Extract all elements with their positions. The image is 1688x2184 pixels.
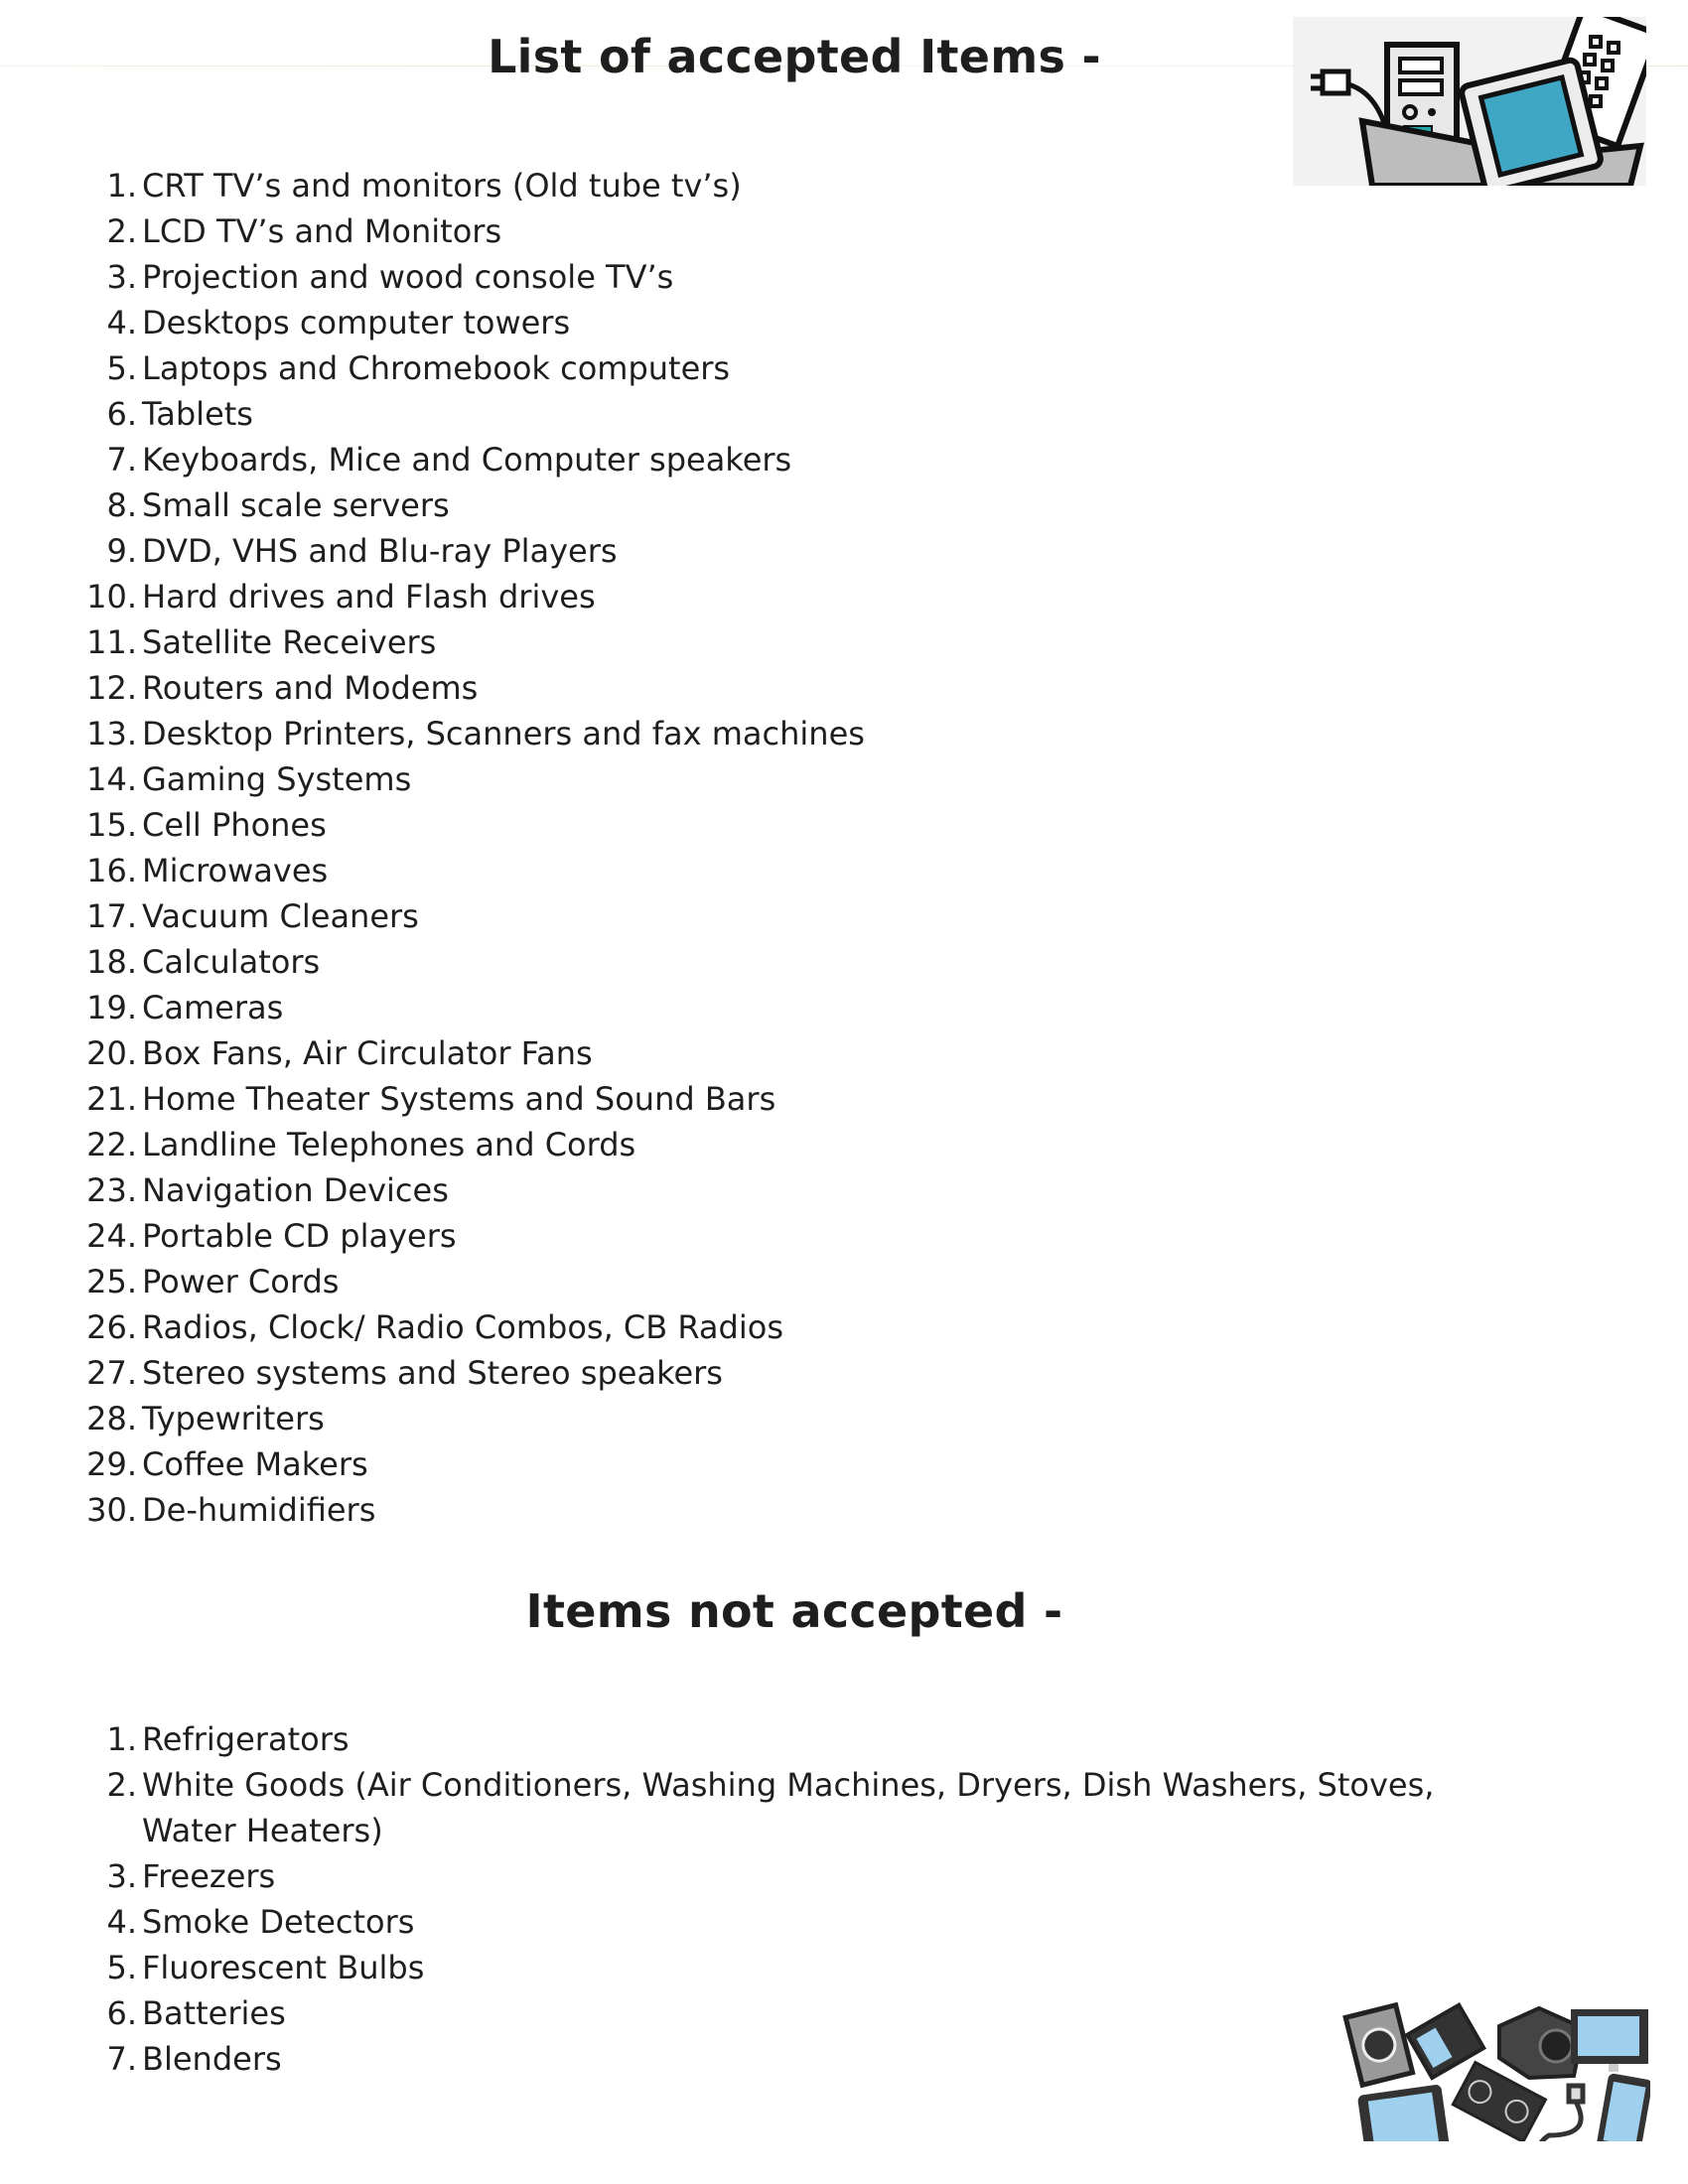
item-number: 2. bbox=[106, 1766, 137, 1804]
item-text: Batteries bbox=[142, 1994, 286, 2032]
list-item bbox=[0, 1441, 1463, 1487]
item-text: Laptops and Chromebook computers bbox=[142, 349, 731, 387]
item-number: 5. bbox=[106, 349, 137, 387]
list-item bbox=[0, 985, 1463, 1030]
tablet-icon bbox=[1357, 2084, 1452, 2141]
item-number: 30. bbox=[86, 1491, 137, 1529]
item-text: Portable CD players bbox=[142, 1217, 457, 1255]
item-number: 4. bbox=[106, 1903, 137, 1941]
item-text: Freezers bbox=[142, 1857, 276, 1895]
item-number: 26. bbox=[86, 1308, 137, 1346]
item-text: Typewriters bbox=[142, 1400, 325, 1437]
item-text: Hard drives and Flash drives bbox=[142, 578, 596, 615]
list-item bbox=[0, 2036, 1463, 2082]
list-item bbox=[0, 345, 1463, 391]
item-text: Home Theater Systems and Sound Bars bbox=[142, 1080, 776, 1118]
list-item bbox=[0, 254, 1463, 300]
item-text: Blenders bbox=[142, 2040, 282, 2078]
item-number: 7. bbox=[106, 2040, 137, 2078]
list-item bbox=[0, 1122, 1463, 1167]
item-number: 13. bbox=[86, 715, 137, 752]
power-cord-icon bbox=[1539, 2086, 1583, 2141]
list-item bbox=[0, 208, 1463, 254]
item-number: 15. bbox=[86, 806, 137, 844]
item-number: 20. bbox=[86, 1034, 137, 1072]
phone-icon bbox=[1596, 2073, 1650, 2141]
list-item bbox=[0, 756, 1463, 802]
list-item bbox=[0, 711, 1463, 756]
list-item bbox=[0, 1213, 1463, 1259]
item-number: 21. bbox=[86, 1080, 137, 1118]
list-item bbox=[0, 1396, 1463, 1441]
camera-icon bbox=[1345, 2005, 1412, 2086]
list-item bbox=[0, 1350, 1463, 1396]
list-item bbox=[0, 1716, 1463, 1762]
item-number: 12. bbox=[86, 669, 137, 707]
item-number: 18. bbox=[86, 943, 137, 981]
not-accepted-items-heading: Items not accepted - bbox=[525, 1584, 1063, 1638]
item-text: Satellite Receivers bbox=[142, 623, 437, 661]
list-item bbox=[0, 1945, 1463, 1990]
item-number: 29. bbox=[86, 1445, 137, 1483]
item-number: 1. bbox=[106, 1720, 137, 1758]
item-text: Calculators bbox=[142, 943, 321, 981]
item-number: 28. bbox=[86, 1400, 137, 1437]
item-number: 14. bbox=[86, 760, 137, 798]
list-item bbox=[0, 665, 1463, 711]
item-number: 8. bbox=[106, 486, 137, 524]
list-item bbox=[0, 163, 1463, 208]
list-item bbox=[0, 802, 1463, 848]
item-number: 27. bbox=[86, 1354, 137, 1392]
list-item bbox=[0, 893, 1463, 939]
list-item bbox=[0, 848, 1463, 893]
item-text: Projection and wood console TV’s bbox=[142, 258, 674, 296]
item-text: Coffee Makers bbox=[142, 1445, 368, 1483]
accepted-items-heading: List of accepted Items - bbox=[488, 30, 1101, 83]
item-number: 5. bbox=[106, 1949, 137, 1986]
list-item bbox=[0, 1167, 1463, 1213]
item-number: 23. bbox=[86, 1171, 137, 1209]
item-text: Cameras bbox=[142, 989, 284, 1026]
item-text: Desktops computer towers bbox=[142, 304, 571, 341]
item-text: Cell Phones bbox=[142, 806, 327, 844]
monitor-icon bbox=[1571, 2009, 1648, 2072]
list-item bbox=[0, 391, 1463, 437]
item-number: 2. bbox=[106, 212, 137, 250]
item-number: 6. bbox=[106, 1994, 137, 2032]
item-text: Vacuum Cleaners bbox=[142, 897, 419, 935]
list-item bbox=[0, 1990, 1463, 2036]
item-text: Smoke Detectors bbox=[142, 1903, 415, 1941]
item-text: DVD, VHS and Blu-ray Players bbox=[142, 532, 618, 570]
item-number: 22. bbox=[86, 1126, 137, 1163]
list-item bbox=[0, 1762, 1463, 1853]
item-number: 3. bbox=[106, 258, 137, 296]
list-item bbox=[0, 300, 1463, 345]
accepted-items-list bbox=[0, 163, 1463, 1533]
item-number: 24. bbox=[86, 1217, 137, 1255]
item-text: De-humidifiers bbox=[142, 1491, 376, 1529]
item-text: Landline Telephones and Cords bbox=[142, 1126, 636, 1163]
item-text: Tablets bbox=[142, 395, 253, 433]
item-number: 25. bbox=[86, 1263, 137, 1300]
list-item bbox=[0, 619, 1463, 665]
list-item bbox=[0, 528, 1463, 574]
not-accepted-items-list bbox=[0, 1716, 1463, 2082]
item-number: 1. bbox=[106, 167, 137, 205]
e-waste-bin-illustration bbox=[1293, 17, 1646, 186]
item-text: Routers and Modems bbox=[142, 669, 479, 707]
item-text: Keyboards, Mice and Computer speakers bbox=[142, 441, 792, 478]
list-item bbox=[0, 939, 1463, 985]
item-number: 6. bbox=[106, 395, 137, 433]
item-text: Desktop Printers, Scanners and fax machines bbox=[142, 715, 865, 752]
item-text: CRT TV’s and monitors (Old tube tv’s) bbox=[142, 167, 742, 205]
list-item bbox=[0, 1076, 1463, 1122]
item-number: 7. bbox=[106, 441, 137, 478]
list-item bbox=[0, 574, 1463, 619]
item-number: 10. bbox=[86, 578, 137, 615]
item-text: Microwaves bbox=[142, 852, 329, 889]
item-number: 4. bbox=[106, 304, 137, 341]
item-text: White Goods (Air Conditioners, Washing Machines, Dryers, Dish Washers, Stoves, Water Heaters) bbox=[142, 1766, 1435, 1849]
item-text: Navigation Devices bbox=[142, 1171, 449, 1209]
item-text: Refrigerators bbox=[142, 1720, 350, 1758]
item-text: Box Fans, Air Circulator Fans bbox=[142, 1034, 593, 1072]
list-item bbox=[0, 1304, 1463, 1350]
list-item bbox=[0, 1259, 1463, 1304]
item-text: LCD TV’s and Monitors bbox=[142, 212, 502, 250]
item-text: Fluorescent Bulbs bbox=[142, 1949, 425, 1986]
list-item bbox=[0, 482, 1463, 528]
item-text: Small scale servers bbox=[142, 486, 450, 524]
electronics-icons-illustration bbox=[1336, 1977, 1650, 2141]
list-item bbox=[0, 1853, 1463, 1899]
item-text: Radios, Clock/ Radio Combos, CB Radios bbox=[142, 1308, 783, 1346]
item-number: 3. bbox=[106, 1857, 137, 1895]
item-number: 19. bbox=[86, 989, 137, 1026]
item-number: 16. bbox=[86, 852, 137, 889]
item-text: Power Cords bbox=[142, 1263, 340, 1300]
item-text: Gaming Systems bbox=[142, 760, 412, 798]
item-number: 17. bbox=[86, 897, 137, 935]
list-item bbox=[0, 1030, 1463, 1076]
item-number: 11. bbox=[86, 623, 137, 661]
list-item bbox=[0, 1487, 1463, 1533]
item-text: Stereo systems and Stereo speakers bbox=[142, 1354, 723, 1392]
list-item bbox=[0, 437, 1463, 482]
list-item bbox=[0, 1899, 1463, 1945]
item-number: 9. bbox=[106, 532, 137, 570]
